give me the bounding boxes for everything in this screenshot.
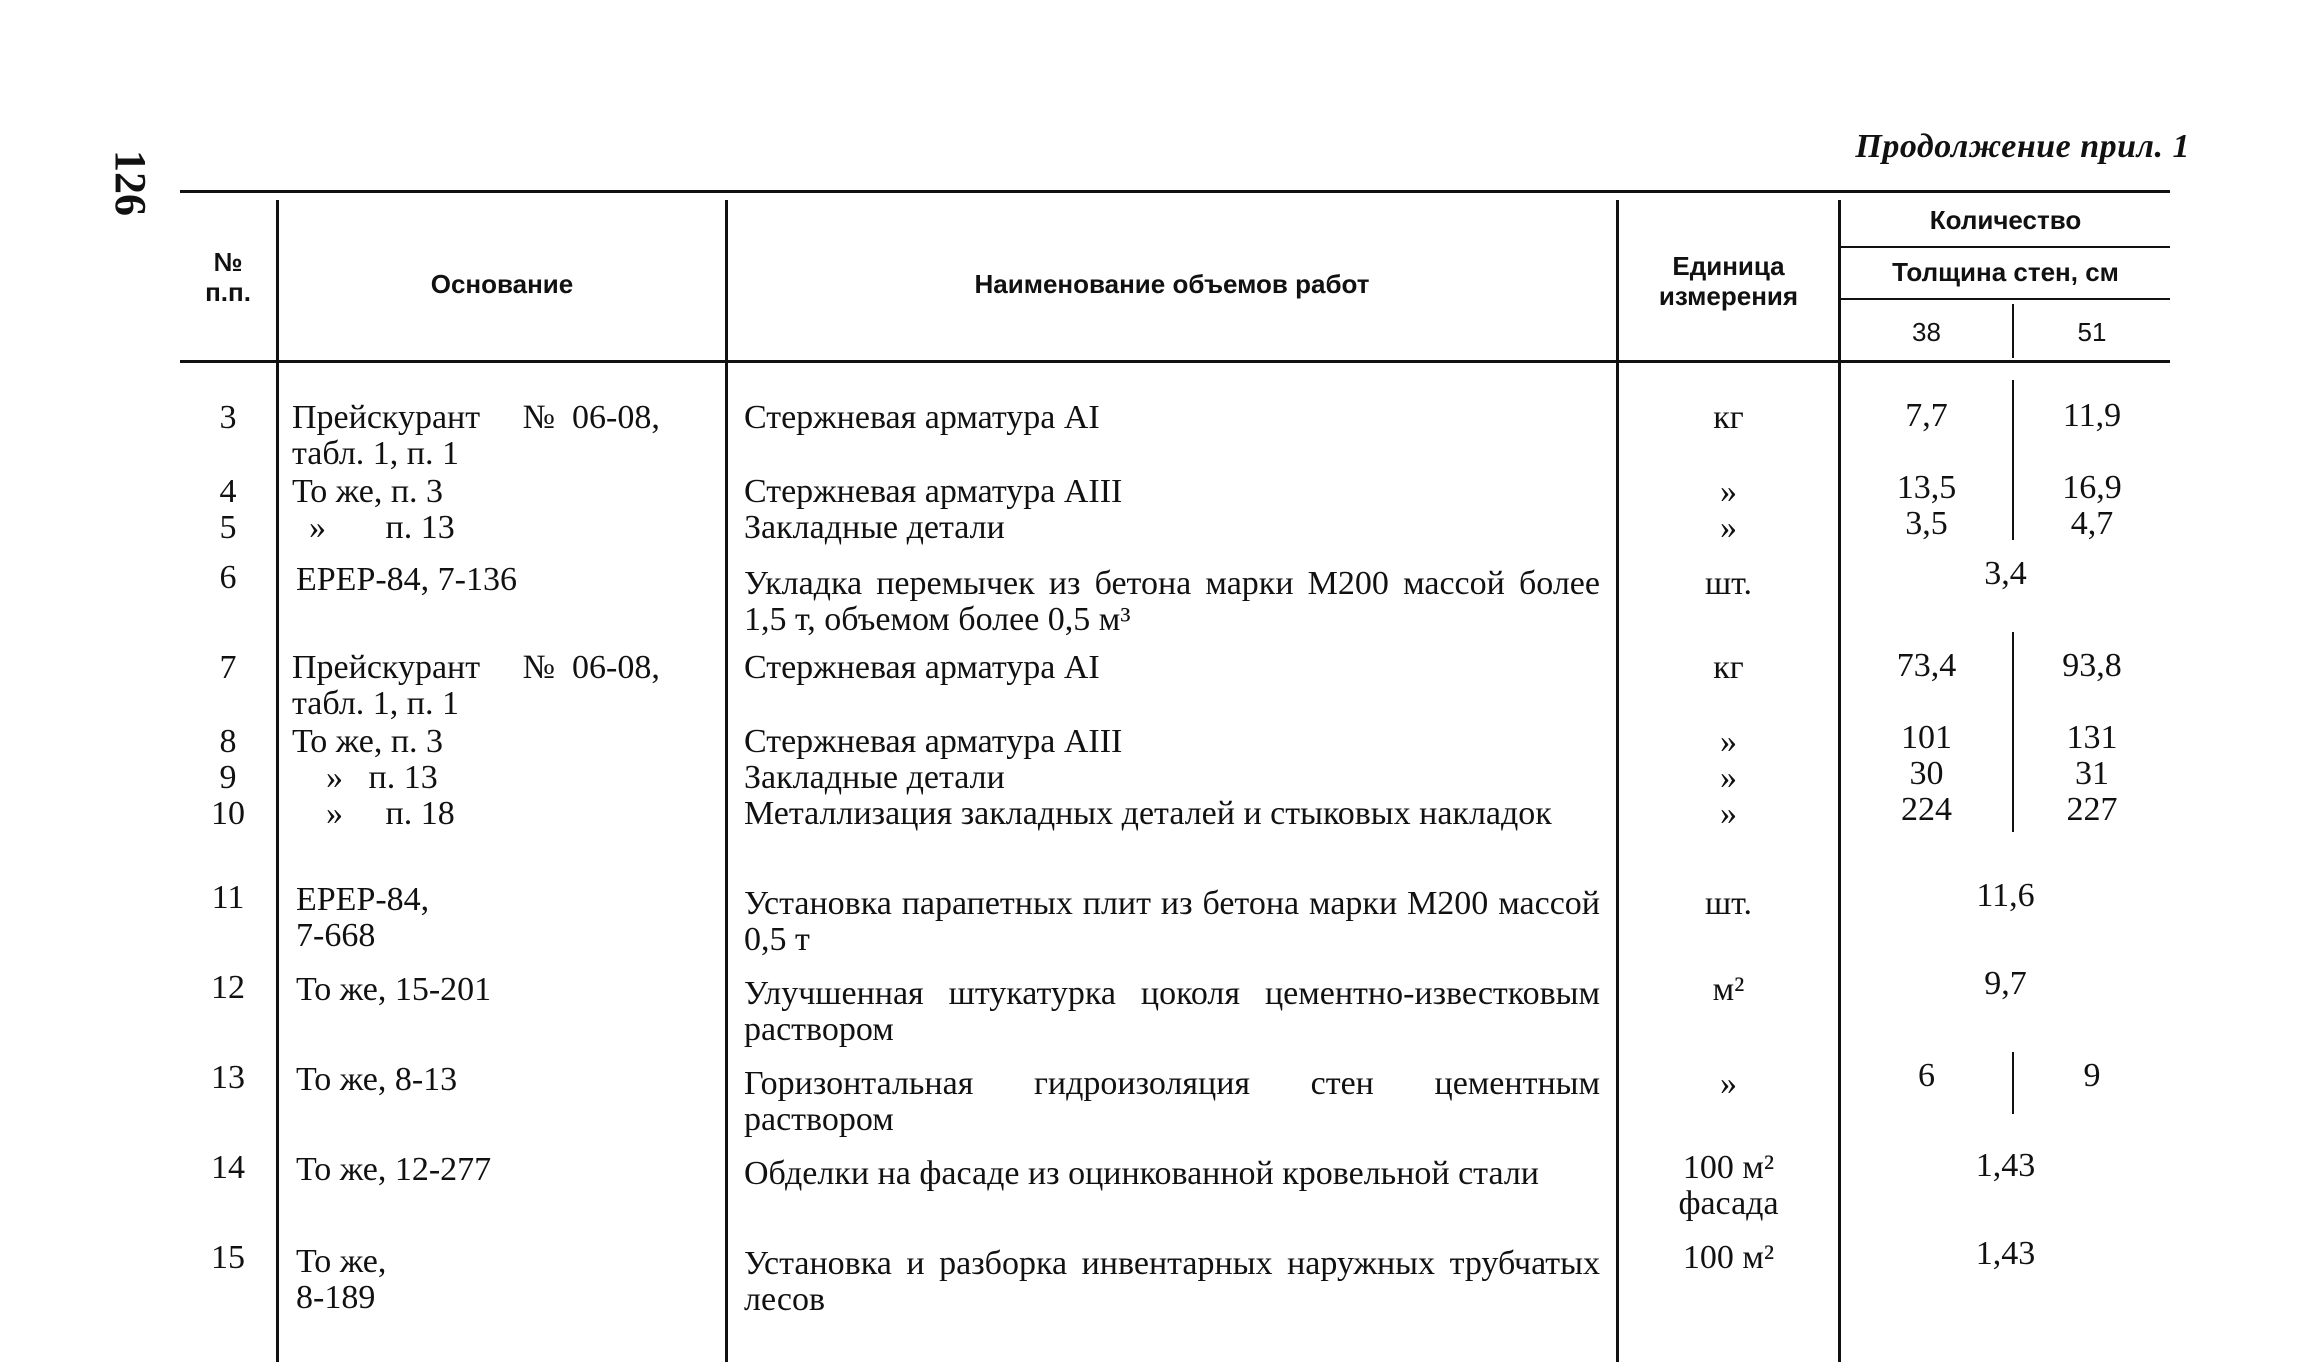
- row-work: Стержневая арматура AIII: [744, 723, 1123, 760]
- row-basis: Прейскурант № 06-08, табл. 1, п. 1: [292, 649, 660, 722]
- row-unit: 100 м² фасада: [1678, 1149, 1779, 1222]
- row-qty-51: 9: [2083, 1057, 2101, 1094]
- row-qty-51: 227: [2066, 791, 2118, 828]
- row-num: 13: [211, 1059, 245, 1096]
- row-num: 5: [219, 509, 237, 546]
- row-num: 15: [211, 1239, 245, 1276]
- header-col-38: 38: [1912, 317, 1941, 347]
- row-unit: м²: [1712, 971, 1745, 1008]
- row-unit: шт.: [1705, 565, 1752, 602]
- thickness-header-rule: [1838, 298, 2170, 300]
- row-qty-38: 73,4: [1896, 647, 1957, 684]
- row-qty-all: 1,43: [1975, 1235, 2036, 1272]
- row-basis: » п. 13: [292, 759, 438, 796]
- row-qty-all: 1,43: [1975, 1147, 2036, 1184]
- row-num: 9: [219, 759, 237, 796]
- row-num: 10: [211, 795, 245, 832]
- row-qty-51: 31: [2075, 755, 2109, 792]
- row-num: 11: [211, 879, 245, 916]
- row-unit: 100 м²: [1682, 1239, 1775, 1276]
- row-unit: »: [1720, 795, 1737, 832]
- row-unit: »: [1720, 473, 1737, 510]
- column-divider-2: [725, 200, 728, 1362]
- row-work: Горизонтальная гидроизоляция стен цементным раствором: [744, 1065, 1600, 1138]
- row-basis: То же, 8-189: [296, 1243, 387, 1316]
- row-num: 12: [211, 969, 245, 1006]
- row-work: Закладные детали: [744, 759, 1005, 796]
- row-unit: »: [1720, 509, 1737, 546]
- row-basis: » п. 13: [292, 509, 455, 546]
- row-basis: Прейскурант № 06-08, табл. 1, п. 1: [292, 399, 660, 472]
- row-work: Укладка перемычек из бетона марки М200 массой более 1,5 т, объемом более 0,5 м³: [744, 565, 1600, 638]
- row-qty-38: 7,7: [1905, 397, 1948, 434]
- row-qty-all: 11,6: [1976, 877, 2035, 914]
- row-basis: То же, 12-277: [296, 1151, 492, 1188]
- row-unit: кг: [1713, 399, 1744, 436]
- row-qty-51: 11,9: [2062, 397, 2122, 434]
- row-work: Установка и разборка инвентарных наружных трубчатых лесов: [744, 1245, 1600, 1318]
- row-work: Улучшенная штукатурка цоколя цементно-известковым раствором: [744, 975, 1600, 1048]
- row-work: Стержневая арматура AIII: [744, 473, 1123, 510]
- row-qty-51: 93,8: [2062, 647, 2122, 684]
- row-num: 14: [211, 1149, 245, 1186]
- row-num: 7: [219, 649, 237, 686]
- header-basis: Основание: [430, 269, 574, 299]
- header-unit: Единица измерения: [1658, 251, 1799, 311]
- header-quantity: Количество: [1929, 205, 2082, 235]
- row-unit: шт.: [1705, 885, 1752, 922]
- row-basis: ЕРЕР-84, 7-668: [296, 881, 430, 954]
- header-work: Наименование объемов работ: [974, 269, 1370, 299]
- row-basis: То же, 15-201: [296, 971, 492, 1008]
- row-work: Закладные детали: [744, 509, 1005, 546]
- row-qty-all: 9,7: [1984, 965, 2027, 1002]
- row-qty-51: 131: [2066, 719, 2118, 756]
- row-qty-38: 3,5: [1905, 505, 1948, 542]
- row-work: Металлизация закладных деталей и стыковых накладок: [744, 795, 1552, 832]
- header-bottom-rule: [180, 360, 2170, 363]
- continuation-caption: Продолжение прил. 1: [1855, 128, 2190, 165]
- row-qty-38: 101: [1901, 719, 1952, 756]
- page-number: 126: [106, 150, 155, 216]
- header-thickness: Толщина стен, см: [1892, 257, 2119, 287]
- row-unit: »: [1720, 723, 1737, 760]
- row-basis: То же, п. 3: [292, 473, 444, 510]
- row-qty-38: 13,5: [1896, 469, 1957, 506]
- row-num: 3: [219, 399, 237, 436]
- row-qty-51: 4,7: [2070, 505, 2114, 542]
- row-qty-all: 3,4: [1984, 555, 2027, 592]
- row-basis: » п. 18: [292, 795, 455, 832]
- row-qty-51: 16,9: [2062, 469, 2122, 506]
- row-num: 8: [219, 723, 237, 760]
- row-basis: ЕРЕР-84, 7-136: [296, 561, 517, 598]
- row-num: 6: [219, 559, 237, 596]
- row-unit: кг: [1713, 649, 1744, 686]
- row-work: Стержневая арматура AI: [744, 649, 1100, 686]
- quantity-header-rule: [1838, 246, 2170, 248]
- column-divider-1: [276, 200, 279, 1362]
- row-work: Стержневая арматура AI: [744, 399, 1100, 436]
- row-unit: »: [1720, 1065, 1737, 1102]
- row-basis: То же, п. 3: [292, 723, 444, 760]
- header-num: № п.п.: [205, 247, 251, 307]
- row-qty-38: 224: [1901, 791, 1952, 828]
- row-num: 4: [219, 473, 237, 510]
- row-qty-38: 30: [1909, 755, 1944, 792]
- row-work: Установка парапетных плит из бетона марки М200 массой 0,5 т: [744, 885, 1600, 958]
- row-basis: То же, 8-13: [296, 1061, 458, 1098]
- header-col-51: 51: [2077, 317, 2107, 347]
- quantity-split-row-13: [2012, 1052, 2014, 1114]
- row-work: Обделки на фасаде из оцинкованной кровельной стали: [744, 1155, 1539, 1192]
- row-qty-38: 6: [1918, 1057, 1935, 1094]
- row-unit: »: [1720, 759, 1737, 796]
- table-top-rule: [180, 190, 2170, 193]
